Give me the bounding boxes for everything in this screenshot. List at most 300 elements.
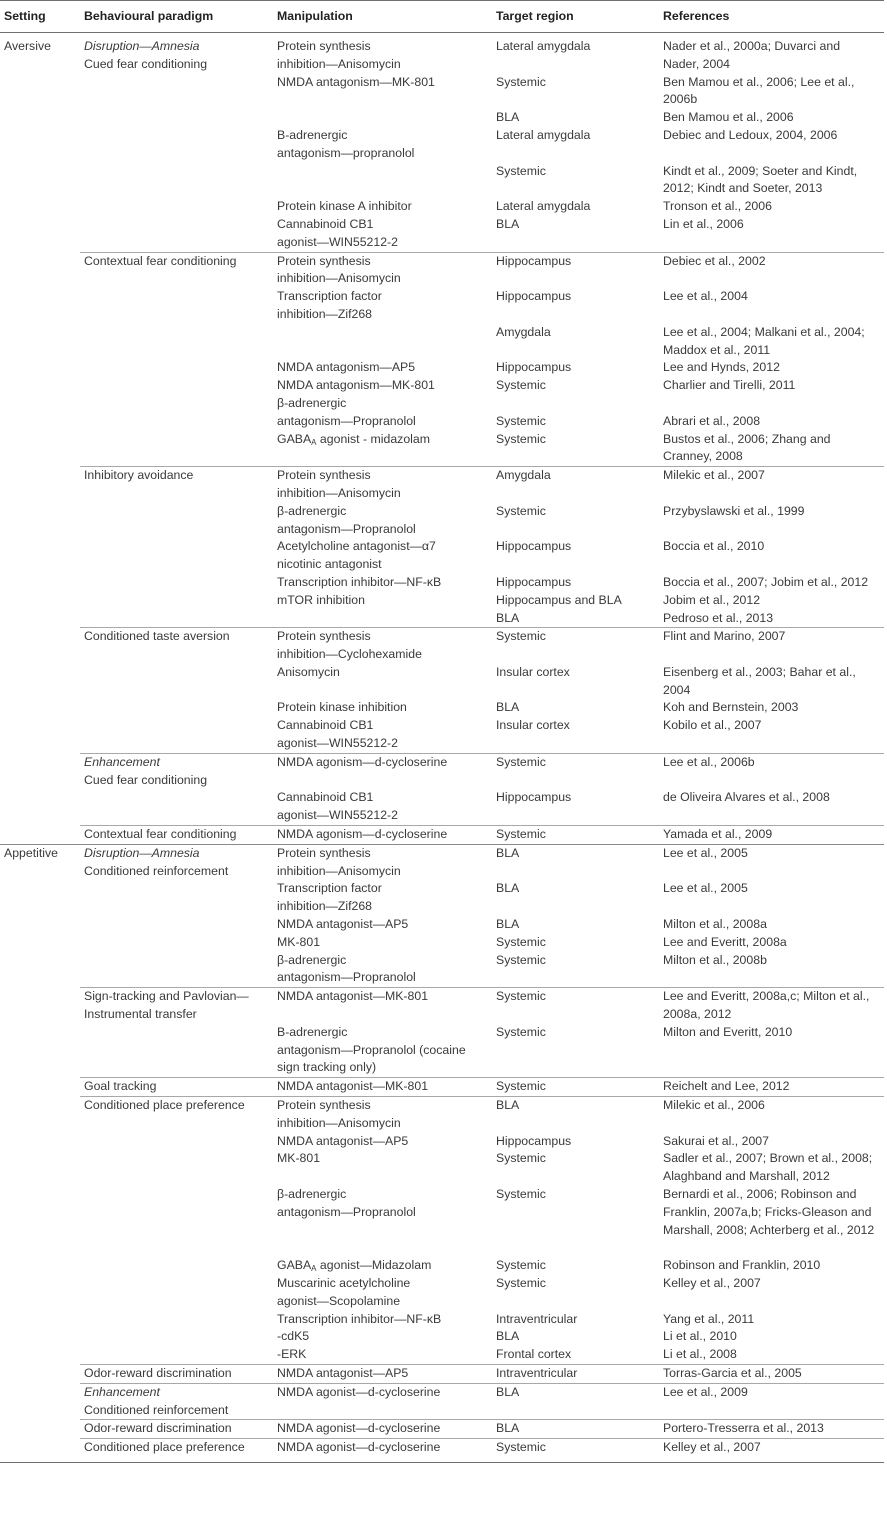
manipulation-text: agonist—Scopolamine	[277, 1293, 401, 1308]
manipulation-text: Protein synthesis	[277, 845, 371, 860]
target-region-cell	[492, 789, 659, 825]
spacer	[663, 1239, 880, 1257]
paradigm-cell	[80, 1097, 273, 1133]
target-region-text: Systemic	[496, 952, 546, 967]
setting-cell	[0, 753, 80, 789]
target-region-cell	[492, 127, 659, 163]
target-region-text: Systemic	[496, 1151, 546, 1166]
setting-cell	[0, 33, 80, 74]
target-region-text: BLA	[496, 881, 520, 896]
reference-text: Li et al., 2010	[663, 1329, 737, 1344]
references-cell	[659, 1346, 884, 1364]
references-cell	[659, 717, 884, 753]
paradigm-cell	[80, 252, 273, 288]
paradigm-cell	[80, 288, 273, 324]
target-region-text: Systemic	[496, 74, 546, 89]
paradigm-cell	[80, 1311, 273, 1329]
target-region-cell	[492, 1150, 659, 1186]
paradigm-cell	[80, 1150, 273, 1186]
manipulation-cell	[273, 1439, 492, 1463]
manipulation-cell	[273, 952, 492, 988]
setting-cell	[0, 952, 80, 988]
setting-cell	[0, 844, 80, 880]
manipulation-text: inhibition—Anisomycin	[277, 271, 401, 286]
target-region-text: Insular cortex	[496, 718, 570, 733]
target-region-cell	[492, 359, 659, 377]
references-cell	[659, 127, 884, 163]
header-row	[0, 1, 884, 33]
setting-cell	[0, 538, 80, 574]
target-region-text: BLA	[496, 917, 520, 932]
target-region-text: Hippocampus and BLA	[496, 592, 622, 607]
setting-cell	[0, 467, 80, 503]
reference-text: Lin et al., 2006	[663, 216, 744, 231]
paradigm-cell	[80, 826, 273, 845]
setting-cell	[0, 1133, 80, 1151]
table-row	[0, 74, 884, 110]
setting-cell	[0, 1239, 80, 1275]
reference-text: Lee et al., 2004	[663, 289, 748, 304]
target-region-cell	[492, 74, 659, 110]
manipulation-cell	[273, 109, 492, 127]
target-region-text: Systemic	[496, 503, 546, 518]
manipulation-text: Protein synthesis	[277, 468, 371, 483]
manipulation-text: mTOR inhibition	[277, 592, 365, 607]
manipulation-cell	[273, 789, 492, 825]
paradigm-label: Instrumental transfer	[84, 1007, 197, 1022]
manipulation-cell	[273, 1078, 492, 1097]
paradigm-cell	[80, 538, 273, 574]
header-target-region: Target region	[496, 9, 574, 24]
reference-text: de Oliveira Alvares et al., 2008	[663, 790, 830, 805]
paradigm-cell	[80, 934, 273, 952]
manipulation-cell	[273, 163, 492, 199]
manipulation-text: inhibition—Zif268	[277, 306, 373, 321]
target-region-text: Frontal cortex	[496, 1347, 572, 1362]
reference-text: Charlier and Tirelli, 2011	[663, 378, 796, 393]
table-row	[0, 789, 884, 825]
paradigm-cell	[80, 1346, 273, 1364]
manipulation-text: agonist—WIN55212-2	[277, 736, 398, 751]
target-region-text: Systemic	[496, 827, 546, 842]
reference-text: Flint and Marino, 2007	[663, 629, 786, 644]
table-row	[0, 1346, 884, 1364]
references-cell	[659, 431, 884, 467]
manipulation-cell	[273, 1383, 492, 1420]
manipulation-cell	[273, 574, 492, 592]
table-row	[0, 1097, 884, 1133]
table-row	[0, 574, 884, 592]
reference-text: Boccia et al., 2007; Jobim et al., 2012	[663, 574, 869, 589]
paradigm-cell	[80, 1420, 273, 1439]
references-cell	[659, 592, 884, 628]
target-region-cell	[492, 252, 659, 288]
target-region-text: BLA	[496, 700, 520, 715]
reference-text: Ben Mamou et al., 2006; Lee et al.,	[663, 74, 855, 89]
table-row	[0, 664, 884, 700]
references-cell	[659, 826, 884, 845]
setting-cell	[0, 288, 80, 324]
manipulation-cell	[273, 33, 492, 74]
table-row	[0, 1364, 884, 1383]
manipulation-text: inhibition—Anisomycin	[277, 56, 401, 71]
manipulation-text: antagonism—Propranolol	[277, 970, 416, 985]
reference-text: Kobilo et al., 2007	[663, 718, 762, 733]
target-region-text: Systemic	[496, 163, 546, 178]
manipulation-cell	[273, 252, 492, 288]
paradigm-cell	[80, 359, 273, 377]
setting-cell	[0, 717, 80, 753]
reference-text: Marshall, 2008; Achterberg et al., 2012	[663, 1222, 875, 1237]
table-row	[0, 934, 884, 952]
table-row	[0, 324, 884, 360]
paradigm-cell	[80, 717, 273, 753]
target-region-text: BLA	[496, 1098, 520, 1113]
reference-text: Kindt et al., 2009; Soeter and Kindt,	[663, 163, 858, 178]
target-region-text: Intraventricular	[496, 1311, 578, 1326]
manipulation-text: NMDA antagonist—AP5	[277, 1365, 409, 1380]
reference-text: Debiec and Ledoux, 2004, 2006	[663, 127, 838, 142]
paradigm-cell	[80, 163, 273, 199]
target-region-cell	[492, 288, 659, 324]
manipulation-cell	[273, 74, 492, 110]
spacer	[277, 1239, 488, 1257]
target-region-text: Lateral amygdala	[496, 127, 591, 142]
target-region-text: Systemic	[496, 629, 546, 644]
setting-cell	[0, 699, 80, 717]
setting-cell	[0, 324, 80, 360]
target-region-cell	[492, 664, 659, 700]
paradigm-cell	[80, 216, 273, 252]
table-row	[0, 1311, 884, 1329]
target-region-text: Hippocampus	[496, 1133, 572, 1148]
references-cell	[659, 1311, 884, 1329]
target-region-text: Systemic	[496, 1440, 546, 1455]
references-cell	[659, 988, 884, 1024]
target-region-cell	[492, 1186, 659, 1239]
manipulation-cell	[273, 1311, 492, 1329]
manipulation-text: inhibition—Anisomycin	[277, 1115, 401, 1130]
table-row	[0, 395, 884, 431]
manipulation-text: Cannabinoid CB1	[277, 718, 374, 733]
target-region-cell	[492, 952, 659, 988]
reference-text: Pedroso et al., 2013	[663, 610, 774, 625]
table-row	[0, 377, 884, 395]
manipulation-text: agonist—WIN55212-2	[277, 808, 398, 823]
setting-label: Appetitive	[4, 845, 59, 860]
table-row	[0, 252, 884, 288]
reference-text: Robinson and Franklin, 2010	[663, 1258, 821, 1273]
paradigm-cell	[80, 1364, 273, 1383]
target-region-cell	[492, 33, 659, 74]
references-cell	[659, 664, 884, 700]
table-row	[0, 198, 884, 216]
setting-cell	[0, 431, 80, 467]
table-body	[0, 33, 884, 1463]
target-region-cell	[492, 1078, 659, 1097]
manipulation-cell	[273, 880, 492, 916]
reference-text: Milekic et al., 2006	[663, 1098, 765, 1113]
paradigm-cell	[80, 844, 273, 880]
target-region-text: BLA	[496, 1329, 520, 1344]
manipulation-text: Anisomycin	[277, 664, 340, 679]
manipulation-text: $GABA_A$ agonist—Midazolam	[277, 1258, 432, 1274]
paradigm-cell	[80, 592, 273, 628]
manipulation-text: -ERK	[277, 1347, 307, 1362]
setting-cell	[0, 1328, 80, 1346]
paradigm-cell	[80, 988, 273, 1024]
manipulation-text: NMDA agonism—d-cycloserine	[277, 754, 448, 769]
target-region-cell	[492, 216, 659, 252]
table-row	[0, 288, 884, 324]
manipulation-text: antagonism—Propranolol	[277, 413, 416, 428]
target-region-text	[496, 395, 655, 413]
target-region-cell	[492, 628, 659, 664]
manipulation-text: NMDA antagonism—MK-801	[277, 378, 435, 393]
manipulation-cell	[273, 1097, 492, 1133]
reference-text: Alaghband and Marshall, 2012	[663, 1169, 830, 1184]
target-region-text: Hippocampus	[496, 289, 572, 304]
target-region-cell	[492, 934, 659, 952]
reference-text: Eisenberg et al., 2003; Bahar et al.,	[663, 664, 856, 679]
manipulation-cell	[273, 1024, 492, 1078]
setting-cell	[0, 1420, 80, 1439]
reference-text: Kelley et al., 2007	[663, 1275, 761, 1290]
manipulation-text: -cdK5	[277, 1329, 310, 1344]
table-row	[0, 163, 884, 199]
paradigm-label: Odor-reward discrimination	[84, 1421, 232, 1436]
setting-cell	[0, 664, 80, 700]
target-region-cell	[492, 1275, 659, 1311]
setting-cell	[0, 916, 80, 934]
reference-text: Lee et al., 2005	[663, 845, 748, 860]
setting-cell	[0, 880, 80, 916]
reference-text: Torras-Garcia et al., 2005	[663, 1365, 802, 1380]
target-region-text: BLA	[496, 610, 520, 625]
references-cell	[659, 1133, 884, 1151]
manipulation-text: Cannabinoid CB1	[277, 790, 374, 805]
table-row	[0, 467, 884, 503]
reference-text: Milton et al., 2008b	[663, 952, 767, 967]
manipulation-text: B-adrenergic	[277, 1024, 348, 1039]
setting-cell	[0, 1346, 80, 1364]
paradigm-cell	[80, 952, 273, 988]
references-cell	[659, 574, 884, 592]
setting-cell	[0, 198, 80, 216]
target-region-text: Hippocampus	[496, 574, 572, 589]
reference-text: 2008a, 2012	[663, 1007, 732, 1022]
references-cell	[659, 324, 884, 360]
paradigm-cell	[80, 574, 273, 592]
target-region-cell	[492, 538, 659, 574]
reference-text: Abrari et al., 2008	[663, 413, 761, 428]
table-row	[0, 109, 884, 127]
target-region-text: Systemic	[496, 378, 546, 393]
reference-text: Lee and Everitt, 2008a	[663, 934, 787, 949]
manipulation-text: NMDA agonist—d-cycloserine	[277, 1440, 441, 1455]
setting-cell	[0, 592, 80, 628]
table-row	[0, 753, 884, 789]
table-row	[0, 844, 884, 880]
paradigm-cell	[80, 109, 273, 127]
setting-cell	[0, 574, 80, 592]
reference-text: Kelley et al., 2007	[663, 1440, 761, 1455]
references-cell	[659, 252, 884, 288]
setting-label: Aversive	[4, 39, 51, 53]
reference-text	[663, 395, 880, 413]
setting-cell	[0, 1097, 80, 1133]
reference-text: Franklin, 2007a,b; Fricks-Gleason and	[663, 1204, 872, 1219]
references-cell	[659, 789, 884, 825]
manipulation-text: Protein synthesis	[277, 629, 371, 644]
reference-text: Boccia et al., 2010	[663, 539, 765, 554]
manipulation-cell	[273, 359, 492, 377]
manipulation-text: NMDA antagonist—AP5	[277, 1133, 409, 1148]
paradigm-label: Sign-tracking and Pavlovian—	[84, 989, 249, 1004]
target-region-cell	[492, 1311, 659, 1329]
reference-text: Przybyslawski et al., 1999	[663, 503, 805, 518]
table-row	[0, 431, 884, 467]
reference-text: Lee and Everitt, 2008a,c; Milton et al.,	[663, 989, 870, 1004]
paradigm-cell	[80, 916, 273, 934]
setting-cell	[0, 395, 80, 431]
references-cell	[659, 538, 884, 574]
manipulation-text: Transcription factor	[277, 881, 382, 896]
references-cell	[659, 1328, 884, 1346]
setting-cell	[0, 1186, 80, 1239]
paradigm-cell	[80, 395, 273, 431]
setting-cell	[0, 1150, 80, 1186]
references-cell	[659, 1420, 884, 1439]
manipulation-cell	[273, 916, 492, 934]
references-cell	[659, 503, 884, 539]
reference-text: Tronson et al., 2006	[663, 199, 772, 214]
setting-cell	[0, 359, 80, 377]
paradigm-cell	[80, 1133, 273, 1151]
manipulation-cell	[273, 127, 492, 163]
table-row	[0, 1383, 884, 1420]
paradigm-cell	[80, 33, 273, 74]
target-region-text: Systemic	[496, 431, 546, 446]
spacer	[496, 1239, 655, 1257]
references-cell	[659, 1383, 884, 1420]
setting-cell	[0, 377, 80, 395]
paradigm-cell	[80, 664, 273, 700]
target-region-text: Systemic	[496, 1258, 546, 1273]
paradigm-heading: Enhancement	[84, 754, 160, 769]
paradigm-cell	[80, 1078, 273, 1097]
reference-text: Lee et al., 2004; Malkani et al., 2004;	[663, 324, 865, 339]
table-row	[0, 127, 884, 163]
manipulation-cell	[273, 467, 492, 503]
target-region-cell	[492, 1364, 659, 1383]
reference-text: 2006b	[663, 92, 698, 107]
manipulation-cell	[273, 395, 492, 431]
setting-cell	[0, 74, 80, 110]
reference-text: Debiec et al., 2002	[663, 253, 766, 268]
paradigm-label: Conditioned place preference	[84, 1440, 245, 1455]
manipulation-text: inhibition—Anisomycin	[277, 485, 401, 500]
paradigm-cell	[80, 789, 273, 825]
table-row	[0, 1239, 884, 1275]
target-region-text: Systemic	[496, 989, 546, 1004]
manipulation-text: Protein synthesis	[277, 39, 371, 53]
references-cell	[659, 467, 884, 503]
table-row	[0, 916, 884, 934]
manipulation-text: NMDA agonism—d-cycloserine	[277, 827, 448, 842]
reference-text: Yang et al., 2011	[663, 1311, 755, 1326]
manipulation-cell	[273, 1328, 492, 1346]
target-region-cell	[492, 753, 659, 789]
manipulation-cell	[273, 844, 492, 880]
reference-text: Sakurai et al., 2007	[663, 1133, 769, 1148]
paradigm-cell	[80, 74, 273, 110]
manipulation-cell	[273, 1239, 492, 1275]
paradigm-cell	[80, 1186, 273, 1239]
manipulation-text: nicotinic antagonist	[277, 557, 382, 572]
manipulation-text: NMDA antagonist—MK-801	[277, 1079, 429, 1094]
paradigm-label: Conditioned place preference	[84, 1098, 245, 1113]
reference-text: Nader, 2004	[663, 56, 731, 71]
header-manipulation: Manipulation	[277, 9, 353, 24]
setting-cell	[0, 789, 80, 825]
manipulation-text: B-adrenergic	[277, 127, 348, 142]
reference-text: Jobim et al., 2012	[663, 592, 761, 607]
paradigm-label: Inhibitory avoidance	[84, 468, 194, 483]
references-cell	[659, 216, 884, 252]
references-cell	[659, 359, 884, 377]
manipulation-cell	[273, 592, 492, 628]
paradigm-cell	[80, 1383, 273, 1420]
target-region-cell	[492, 1328, 659, 1346]
manipulation-cell	[273, 377, 492, 395]
manipulation-cell	[273, 538, 492, 574]
paradigm-cell	[80, 127, 273, 163]
target-region-text: Systemic	[496, 934, 546, 949]
target-region-cell	[492, 880, 659, 916]
table-row	[0, 1275, 884, 1311]
manipulation-text: inhibition—Anisomycin	[277, 863, 401, 878]
manipulation-text: β-adrenergic	[277, 503, 347, 518]
paradigm-cell	[80, 1328, 273, 1346]
setting-cell	[0, 127, 80, 163]
target-region-text: Lateral amygdala	[496, 39, 591, 53]
target-region-text: Hippocampus	[496, 539, 572, 554]
manipulation-text: β-adrenergic	[277, 952, 347, 967]
reference-text: Lee et al., 2009	[663, 1384, 748, 1399]
target-region-text: Insular cortex	[496, 664, 570, 679]
references-cell	[659, 33, 884, 74]
setting-cell	[0, 934, 80, 952]
paradigm-cell	[80, 699, 273, 717]
reference-text: Milton et al., 2008a	[663, 917, 767, 932]
target-region-text: Systemic	[496, 413, 546, 428]
manipulation-text: NMDA agonist—d-cycloserine	[277, 1421, 441, 1436]
manipulation-cell	[273, 664, 492, 700]
manipulation-text: Protein synthesis	[277, 253, 371, 268]
target-region-text: Intraventricular	[496, 1365, 578, 1380]
target-region-cell	[492, 988, 659, 1024]
manipulation-text: Acetylcholine antagonist—α7	[277, 539, 436, 554]
references-cell	[659, 628, 884, 664]
table-row	[0, 628, 884, 664]
header-setting: Setting	[4, 9, 46, 24]
reference-text: Bernardi et al., 2006; Robinson and	[663, 1187, 857, 1201]
target-region-cell	[492, 1239, 659, 1275]
references-cell	[659, 1364, 884, 1383]
target-region-cell	[492, 198, 659, 216]
references-cell	[659, 934, 884, 952]
